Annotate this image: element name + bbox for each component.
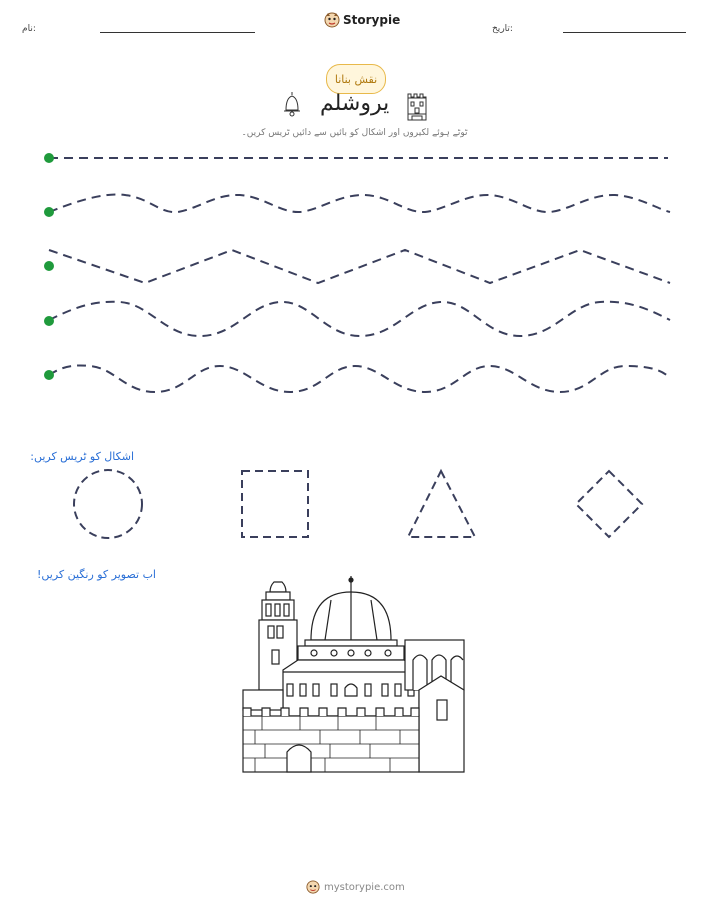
trace-line-wave-1[interactable] [49,195,670,213]
footer [306,880,405,894]
start-dot [44,261,54,271]
name-label: نام: [22,24,36,34]
date-label: تاریخ: [492,24,513,34]
trace-shape-diamond[interactable] [576,471,642,537]
color-section-heading: اب تصویر کو رنگین کریں! [36,568,156,581]
start-dot [44,153,54,163]
instruction-text: ٹوٹے ہوئے لکیروں اور اشکال کو بائیں سے دائیں ٹریس کریں۔ [241,128,468,138]
trace-shape-triangle[interactable] [408,471,475,537]
trace-shape-square[interactable] [242,471,308,537]
start-dot [44,316,54,326]
shapes-section-heading: اشکال کو ٹریس کریں: [30,450,134,463]
trace-line-zigzag[interactable] [49,250,670,283]
start-dot [44,207,54,217]
trace-line-wave-2[interactable] [49,302,670,336]
start-dot [44,370,54,380]
footer-url[interactable]: mystorypie.com [324,881,405,893]
page-title: یروشلم [320,91,390,116]
trace-shape-circle[interactable] [74,470,142,538]
brand-name: Storypie [343,13,401,27]
trace-line-wave-3[interactable] [49,365,670,392]
activity-badge: نقش بنانا [326,64,386,94]
coloring-picture[interactable] [243,576,464,772]
storypie-logo-icon [306,880,320,894]
